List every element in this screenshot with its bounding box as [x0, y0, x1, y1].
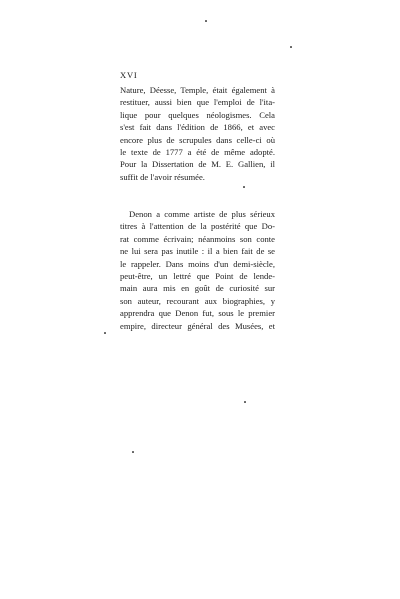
text-line: le rappeler. Dans moins d'un demi-siècle,: [120, 258, 275, 269]
text-line: apprendra que Denon fut, sous le premier: [120, 308, 275, 319]
paper-speck: [132, 451, 134, 453]
text-line: restituer, aussi bien que l'emploi de l'ita-: [120, 97, 275, 108]
text-line: empire, directeur général des Musées, et: [120, 320, 275, 331]
paper-speck: [244, 401, 246, 403]
text-line: le texte de 1777 a été de même adopté.: [120, 146, 275, 157]
text-line: peut-être, un lettré que Point de lende-: [120, 270, 275, 281]
text-line: s'est fait dans l'édition de 1866, et avec: [120, 122, 275, 133]
text-line: titres à l'attention de la postérité que Do-: [120, 221, 275, 232]
paragraph-1: [120, 84, 275, 183]
paper-speck: [290, 46, 292, 48]
paragraph-2: [120, 208, 275, 332]
text-line: son auteur, recourant aux biographies, y: [120, 295, 275, 306]
paper-speck: [104, 332, 106, 334]
text-line: Denon a comme artiste de plus sérieux: [129, 209, 275, 219]
page-number: XVI: [120, 70, 138, 80]
text-line: Pour la Dissertation de M. E. Gallien, il: [120, 159, 275, 170]
paper-speck: [243, 186, 245, 188]
paper-speck: [205, 20, 207, 22]
text-line: Nature, Déesse, Temple, était également à: [120, 85, 275, 95]
text-line: rat comme écrivain; néanmoins son conte: [120, 233, 275, 244]
text-line: main aura mis en goût de curiosité sur: [120, 283, 275, 294]
text-line: encore plus de scrupules dans celle-ci où: [120, 134, 275, 145]
text-line: lique pour quelques néologismes. Cela: [120, 109, 275, 120]
text-line: ne lui sera pas inutile : il a bien fait de se: [120, 246, 275, 257]
text-line: suffit de l'avoir résumée.: [120, 171, 205, 182]
